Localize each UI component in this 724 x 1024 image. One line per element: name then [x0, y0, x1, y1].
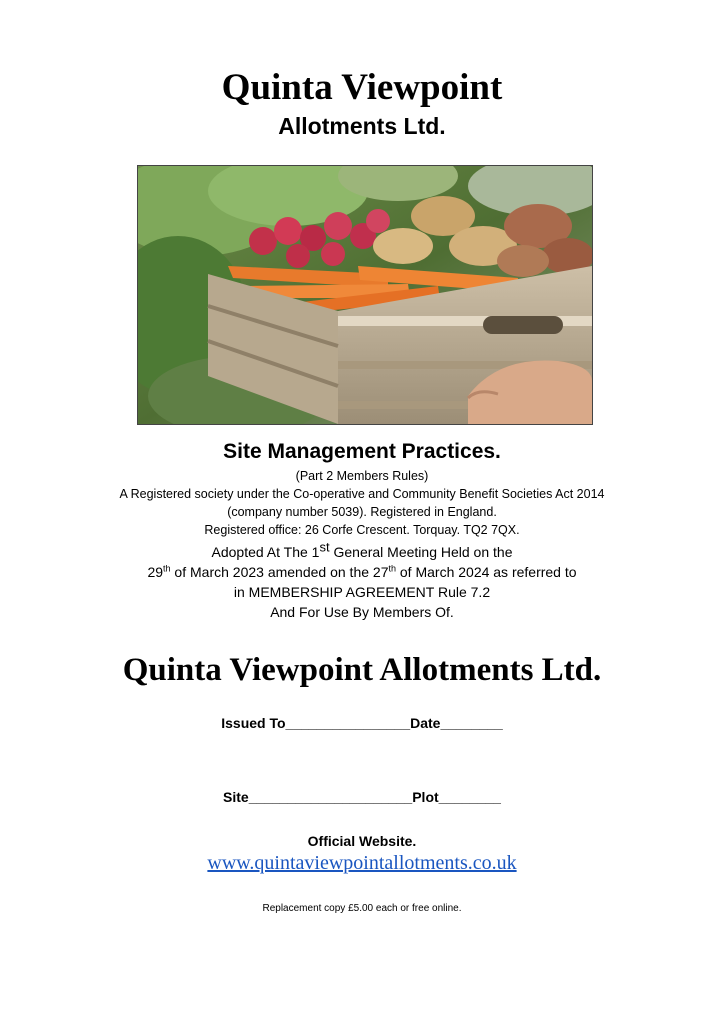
adoption-line-1: [60, 539, 664, 562]
document-title: Quinta Viewpoint: [221, 67, 503, 108]
adoption-line-2: [60, 562, 664, 582]
replacement-note: Replacement copy £5.00 each or free online.: [262, 903, 462, 914]
section-title: Site Management Practices.: [223, 440, 501, 463]
company-number-text: (company number 5039). Registered in England.: [227, 505, 497, 519]
part-label: (Part 2 Members Rules): [295, 469, 429, 483]
document-subtitle: Allotments Ltd.: [278, 113, 446, 139]
website-link[interactable]: www.quintaviewpointallotments.co.uk: [207, 852, 517, 874]
adoption-line-2-middle: of March 2023 amended on the 27: [170, 564, 389, 580]
adoption-line-1-start: Adopted At The 1: [211, 544, 320, 560]
registered-office-text: Registered office: 26 Corfe Crescent. Torquay. TQ2 7QX.: [204, 523, 520, 537]
adoption-line-2-end: of March 2024 as referred to: [396, 564, 577, 580]
registration-info: [60, 467, 664, 539]
adoption-line-3: in MEMBERSHIP AGREEMENT Rule 7.2: [233, 584, 491, 600]
adoption-statement: [60, 539, 664, 622]
ordinal-suffix: th: [163, 563, 171, 574]
adoption-line-1-end: General Meeting Held on the: [329, 544, 513, 560]
issued-to-date-field: Issued To________________Date________: [221, 715, 503, 731]
website-label: Official Website.: [307, 833, 417, 849]
ordinal-suffix: st: [319, 539, 330, 555]
company-name-heading: Quinta Viewpoint Allotments Ltd.: [122, 652, 602, 688]
adoption-line-2-start: 29: [147, 564, 164, 580]
vegetable-crate-photo: [137, 165, 593, 425]
registered-society-text: A Registered society under the Co-operative and Community Benefit Societies Act 2014: [119, 487, 605, 501]
site-plot-field: Site_____________________Plot________: [223, 789, 501, 805]
adoption-line-4: And For Use By Members Of.: [270, 604, 454, 620]
ordinal-suffix: th: [388, 563, 396, 574]
